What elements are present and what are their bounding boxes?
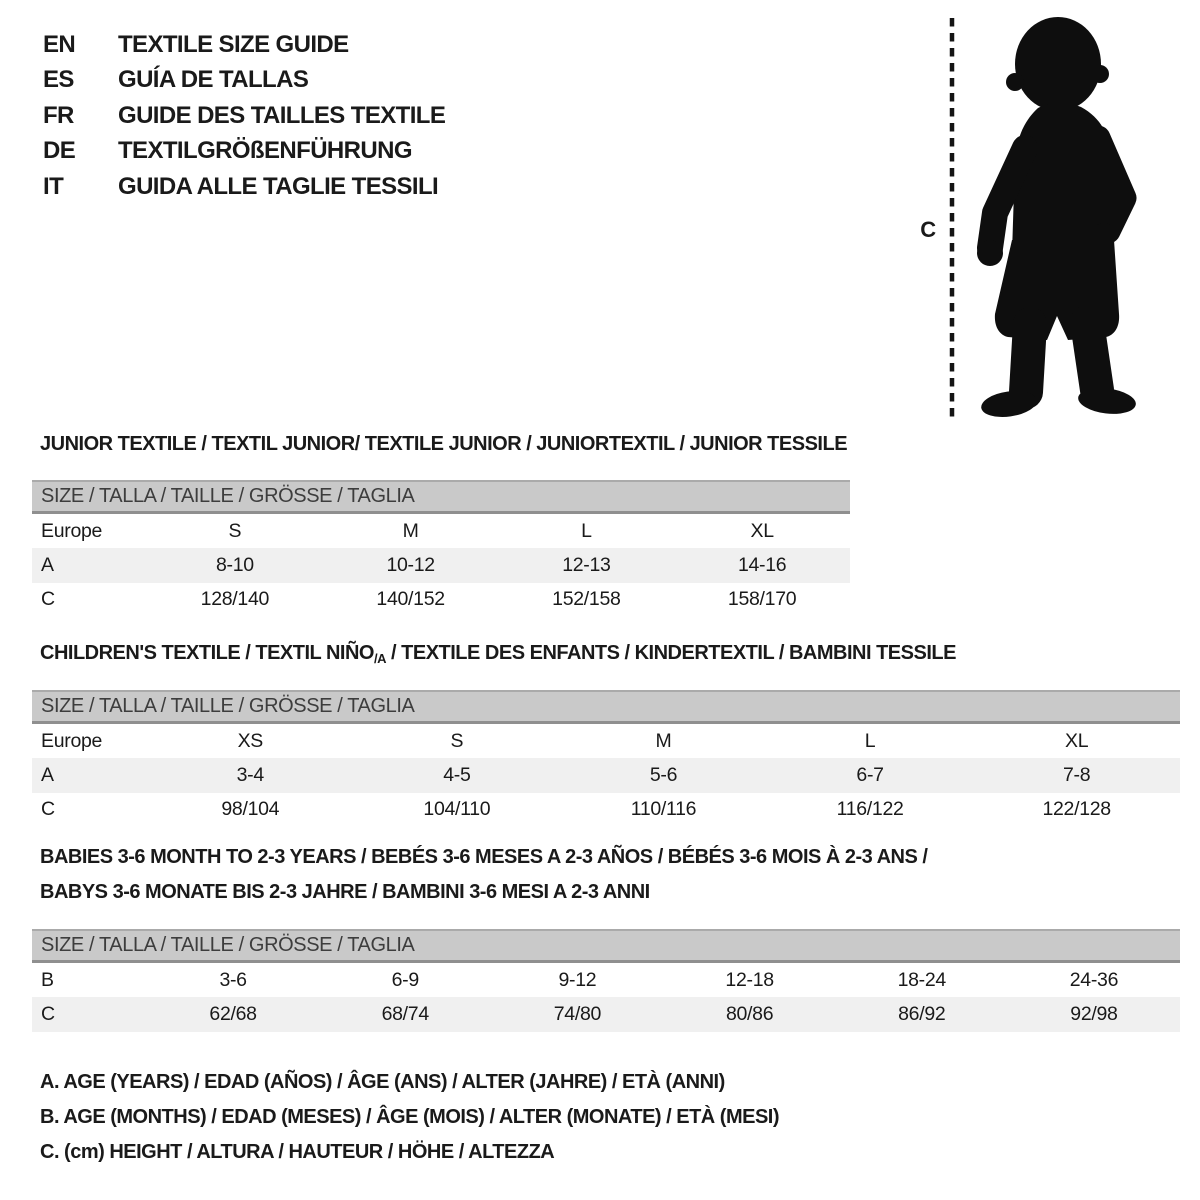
guide-title: TEXTILE SIZE GUIDE	[118, 30, 349, 58]
table-cell: XS	[237, 729, 263, 752]
table-cell: XL	[750, 519, 774, 542]
table-cell: Europe	[41, 519, 103, 542]
table-row	[32, 583, 850, 617]
table-cell: S	[450, 729, 464, 752]
language-code: IT	[43, 172, 64, 200]
language-row	[43, 27, 445, 63]
table-row	[32, 724, 1180, 758]
language-title-block	[43, 27, 445, 205]
table-cell: 8-10	[215, 554, 254, 577]
table-cell: 12-18	[725, 968, 774, 991]
table-cell: 122/128	[1042, 798, 1111, 821]
table-cell: XL	[1065, 729, 1089, 752]
table-cell: 128/140	[200, 588, 270, 611]
language-row	[43, 63, 445, 99]
guide-title: TEXTILGRÖßENFÜHRUNG	[118, 137, 412, 165]
table-cell: 3-4	[236, 764, 264, 787]
baby-silhouette-icon	[935, 8, 1147, 428]
language-row	[43, 98, 445, 134]
table-cell: C	[41, 1003, 55, 1026]
table-cell: 10-12	[386, 554, 435, 577]
table-cell: 12-13	[562, 554, 611, 577]
table-cell: 86/92	[898, 1003, 946, 1026]
babies-section-heading-line1: BABIES 3-6 MONTH TO 2-3 YEARS / BEBÉS 3-6 MESES A 2-3 AÑOS / BÉBÉS 3-6 MOIS À 2-3 ANS /	[40, 846, 928, 868]
table-cell: 7-8	[1063, 764, 1091, 787]
language-code: EN	[43, 30, 76, 58]
children-heading-subscript: /A	[373, 651, 386, 666]
table-cell: C	[41, 588, 55, 611]
babies-section-heading-line2: BABYS 3-6 MONATE BIS 2-3 JAHRE / BAMBINI 3-6 MESI A 2-3 ANNI	[40, 881, 650, 903]
table-cell: M	[655, 729, 672, 752]
table-cell: 74/80	[553, 1003, 602, 1026]
footnote-a: A. AGE (YEARS) / EDAD (AÑOS) / ÂGE (ANS) / ALTER (JAHRE) / ETÀ (ANNI)	[40, 1071, 725, 1093]
table-cell: 116/122	[836, 798, 904, 821]
table-row	[32, 793, 1180, 827]
children-size-table	[32, 690, 1180, 827]
size-header-label: SIZE / TALLA / TAILLE / GRÖSSE / TAGLIA	[41, 934, 415, 956]
table-cell: 98/104	[221, 798, 280, 821]
table-cell: A	[41, 764, 54, 787]
table-cell: 158/170	[727, 588, 797, 611]
table-cell: 6-7	[856, 764, 884, 787]
table-cell: 14-16	[737, 554, 787, 577]
junior-section-heading: JUNIOR TEXTILE / TEXTIL JUNIOR/ TEXTILE JUNIOR / JUNIORTEXTIL / JUNIOR TESSILE	[40, 433, 848, 455]
table-cell: 68/74	[381, 1003, 429, 1026]
table-row	[32, 758, 1180, 792]
size-header-label: SIZE / TALLA / TAILLE / GRÖSSE / TAGLIA	[41, 485, 415, 507]
footnote-b: B. AGE (MONTHS) / EDAD (MESES) / ÂGE (MOIS) / ALTER (MONATE) / ETÀ (MESI)	[40, 1106, 780, 1128]
table-cell: L	[864, 729, 876, 752]
table-row	[32, 514, 850, 548]
table-cell: S	[228, 519, 242, 542]
size-header-bar	[32, 690, 1180, 724]
table-cell: 92/98	[1070, 1003, 1118, 1026]
language-code: ES	[43, 66, 74, 94]
footnote-c: C. (cm) HEIGHT / ALTURA / HAUTEUR / HÖHE / ALTEZZA	[40, 1141, 555, 1163]
table-cell: Europe	[41, 729, 103, 752]
table-cell: 18-24	[897, 968, 946, 991]
children-section-heading	[40, 642, 956, 670]
language-row	[43, 134, 445, 170]
table-cell: 5-6	[649, 764, 678, 787]
table-cell: B	[41, 968, 54, 991]
junior-size-table	[32, 480, 850, 617]
language-code: FR	[43, 101, 74, 129]
guide-title: GUIDE DES TAILLES TEXTILE	[118, 101, 446, 129]
table-cell: A	[41, 554, 54, 577]
size-header-bar	[32, 929, 1180, 963]
table-cell: 4-5	[443, 764, 471, 787]
table-cell: 24-36	[1069, 968, 1119, 991]
table-cell: M	[402, 519, 419, 542]
table-cell: 110/116	[630, 798, 697, 821]
guide-title: GUÍA DE TALLAS	[118, 66, 309, 94]
table-cell: 6-9	[391, 968, 419, 991]
table-cell: 140/152	[376, 588, 445, 611]
table-cell: 152/158	[552, 588, 621, 611]
guide-title: GUIDA ALLE TAGLIE TESSILI	[118, 172, 439, 200]
table-cell: 3-6	[219, 968, 247, 991]
height-measure-label: C	[920, 217, 936, 242]
children-heading-text: / TEXTILE DES ENFANTS / KINDERTEXTIL / BAMBINI TESSILE	[385, 642, 956, 664]
table-row	[32, 548, 850, 582]
table-row	[32, 997, 1180, 1031]
size-header-label: SIZE / TALLA / TAILLE / GRÖSSE / TAGLIA	[41, 695, 415, 717]
table-cell: 80/86	[725, 1003, 774, 1026]
language-code: DE	[43, 137, 76, 165]
table-cell: L	[581, 519, 592, 542]
table-cell: 62/68	[209, 1003, 257, 1026]
children-heading-text: CHILDREN'S TEXTILE / TEXTIL NIÑO	[40, 642, 374, 664]
table-cell: C	[41, 798, 55, 821]
size-header-bar	[32, 480, 850, 514]
table-cell: 104/110	[423, 798, 491, 821]
table-cell: 9-12	[558, 968, 597, 991]
babies-size-table	[32, 929, 1180, 1032]
table-row	[32, 963, 1180, 997]
language-row	[43, 169, 445, 205]
